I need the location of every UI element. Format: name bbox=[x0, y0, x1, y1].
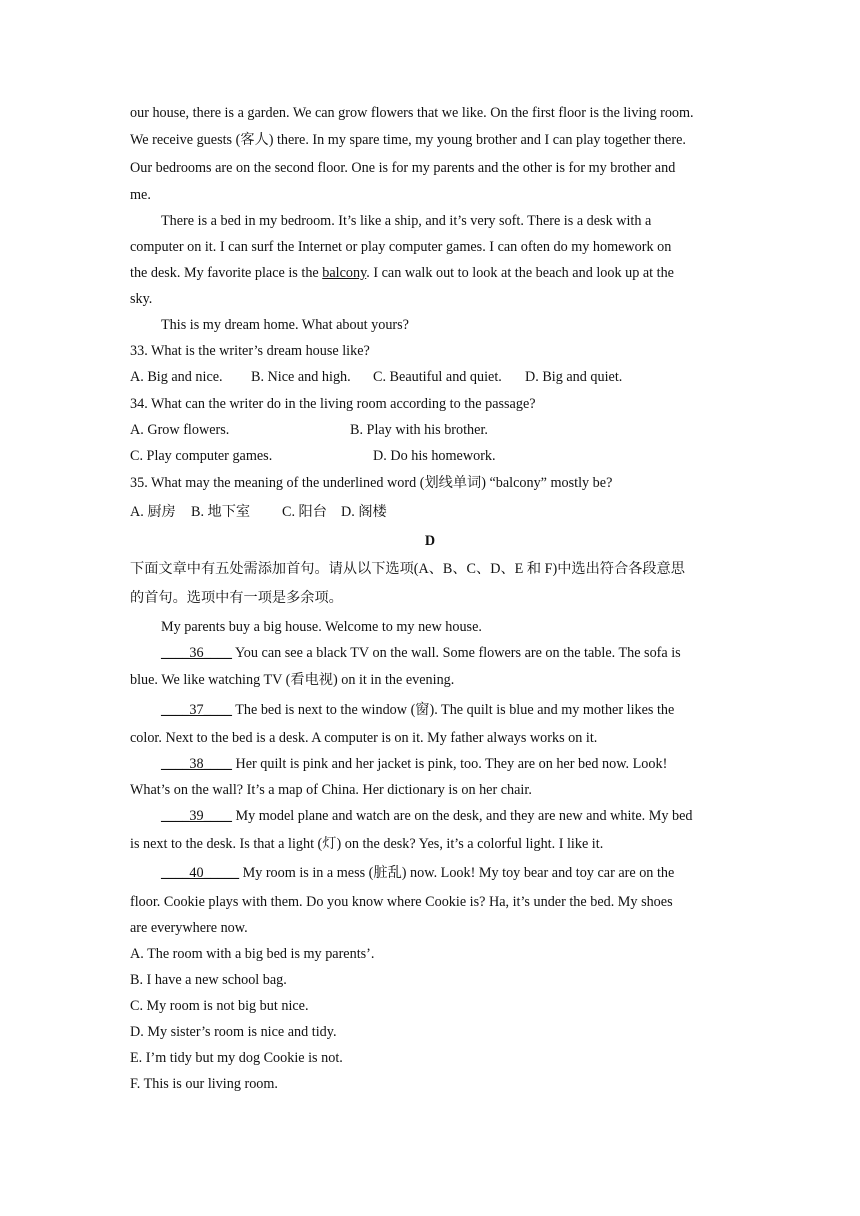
passage-line: This is my dream home. What about yours? bbox=[161, 317, 409, 333]
paragraph-line: is next to the desk. Is that a light (灯) on the desk? Yes, it’s a colorful light. I like it. bbox=[130, 836, 604, 852]
question-34-option-b: B. Play with his brother. bbox=[350, 422, 488, 438]
paragraph-line: floor. Cookie plays with them. Do you know where Cookie is? Ha, it’s under the bed. My shoes bbox=[130, 894, 673, 910]
paragraph-line: blue. We like watching TV (看电视) on it in the evening. bbox=[130, 672, 455, 688]
question-35-option-c: C. 阳台 bbox=[282, 504, 327, 520]
option-f: F. This is our living room. bbox=[130, 1076, 278, 1092]
answer-blank-40: ____40_____ bbox=[161, 865, 240, 881]
option-e: E. I’m tidy but my dog Cookie is not. bbox=[130, 1050, 343, 1066]
paragraph-text: The bed is next to the window (窗). The quilt is blue and my mother likes the bbox=[231, 702, 675, 718]
option-c: C. My room is not big but nice. bbox=[130, 998, 309, 1014]
blank-40-line bbox=[161, 864, 674, 882]
passage-text: the desk. My favorite place is the bbox=[130, 265, 323, 281]
question-34-option-a: A. Grow flowers. bbox=[130, 422, 230, 438]
question-33-option-c: C. Beautiful and quiet. bbox=[373, 369, 502, 385]
question-33-option-d: D. Big and quiet. bbox=[525, 369, 623, 385]
question-33-stem: 33. What is the writer’s dream house like? bbox=[130, 343, 370, 359]
question-35-option-b: B. 地下室 bbox=[191, 504, 251, 520]
passage-line: our house, there is a garden. We can grow flowers that we like. On the first floor is the living room. bbox=[130, 105, 694, 121]
section-d-instructions: 下面文章中有五处需添加首句。请从以下选项(A、B、C、D、E 和 F)中选出符合各段意思 bbox=[130, 561, 685, 577]
answer-blank-36: ____36____ bbox=[161, 645, 232, 661]
question-35-option-a: A. 厨房 bbox=[130, 504, 176, 520]
answer-blank-39: ____39____ bbox=[161, 808, 232, 824]
section-d-intro: My parents buy a big house. Welcome to my new house. bbox=[161, 619, 482, 635]
option-a: A. The room with a big bed is my parents’. bbox=[130, 946, 375, 962]
answer-blank-37: ____37____ bbox=[161, 702, 232, 718]
question-35-option-d: D. 阁楼 bbox=[341, 504, 387, 520]
question-34-stem: 34. What can the writer do in the living room according to the passage? bbox=[130, 396, 536, 412]
passage-line: There is a bed in my bedroom. It’s like a ship, and it’s very soft. There is a desk with a bbox=[161, 213, 652, 229]
blank-38-line bbox=[161, 755, 667, 773]
passage-line bbox=[130, 264, 674, 282]
section-d-instructions: 的首句。选项中有一项是多余项。 bbox=[130, 590, 343, 606]
paragraph-line: color. Next to the bed is a desk. A computer is on it. My father always works on it. bbox=[130, 730, 598, 746]
question-33-option-b: B. Nice and high. bbox=[251, 369, 351, 385]
paragraph-text: My room is in a mess (脏乱) now. Look! My toy bear and toy car are on the bbox=[239, 865, 675, 881]
paragraph-text: My model plane and watch are on the desk, and they are new and white. My bed bbox=[231, 808, 693, 824]
section-d-heading: D bbox=[424, 533, 436, 549]
underlined-word-balcony: balcony bbox=[322, 265, 367, 281]
option-b: B. I have a new school bag. bbox=[130, 972, 287, 988]
passage-line: Our bedrooms are on the second floor. One is for my parents and the other is for my brother and bbox=[130, 160, 676, 176]
passage-line: computer on it. I can surf the Internet or play computer games. I can often do my homework on bbox=[130, 239, 672, 255]
option-d: D. My sister’s room is nice and tidy. bbox=[130, 1024, 337, 1040]
question-34-option-d: D. Do his homework. bbox=[373, 448, 496, 464]
question-35-stem: 35. What may the meaning of the underlined word (划线单词) “balcony” mostly be? bbox=[130, 475, 613, 491]
passage-line: me. bbox=[130, 187, 151, 203]
blank-37-line bbox=[161, 701, 674, 719]
paragraph-text: You can see a black TV on the wall. Some flowers are on the table. The sofa is bbox=[231, 645, 681, 661]
paragraph-line: are everywhere now. bbox=[130, 920, 248, 936]
passage-line: We receive guests (客人) there. In my spare time, my young brother and I can play together there. bbox=[130, 132, 686, 148]
answer-blank-38: ____38____ bbox=[161, 756, 232, 772]
blank-39-line bbox=[161, 807, 693, 825]
question-33-option-a: A. Big and nice. bbox=[130, 369, 223, 385]
question-34-option-c: C. Play computer games. bbox=[130, 448, 273, 464]
blank-36-line bbox=[161, 644, 681, 662]
passage-line: sky. bbox=[130, 291, 153, 307]
passage-text: . I can walk out to look at the beach and look up at the bbox=[366, 265, 674, 281]
paragraph-text: Her quilt is pink and her jacket is pink, too. They are on her bed now. Look! bbox=[231, 756, 668, 772]
paragraph-line: What’s on the wall? It’s a map of China. Her dictionary is on her chair. bbox=[130, 782, 532, 798]
